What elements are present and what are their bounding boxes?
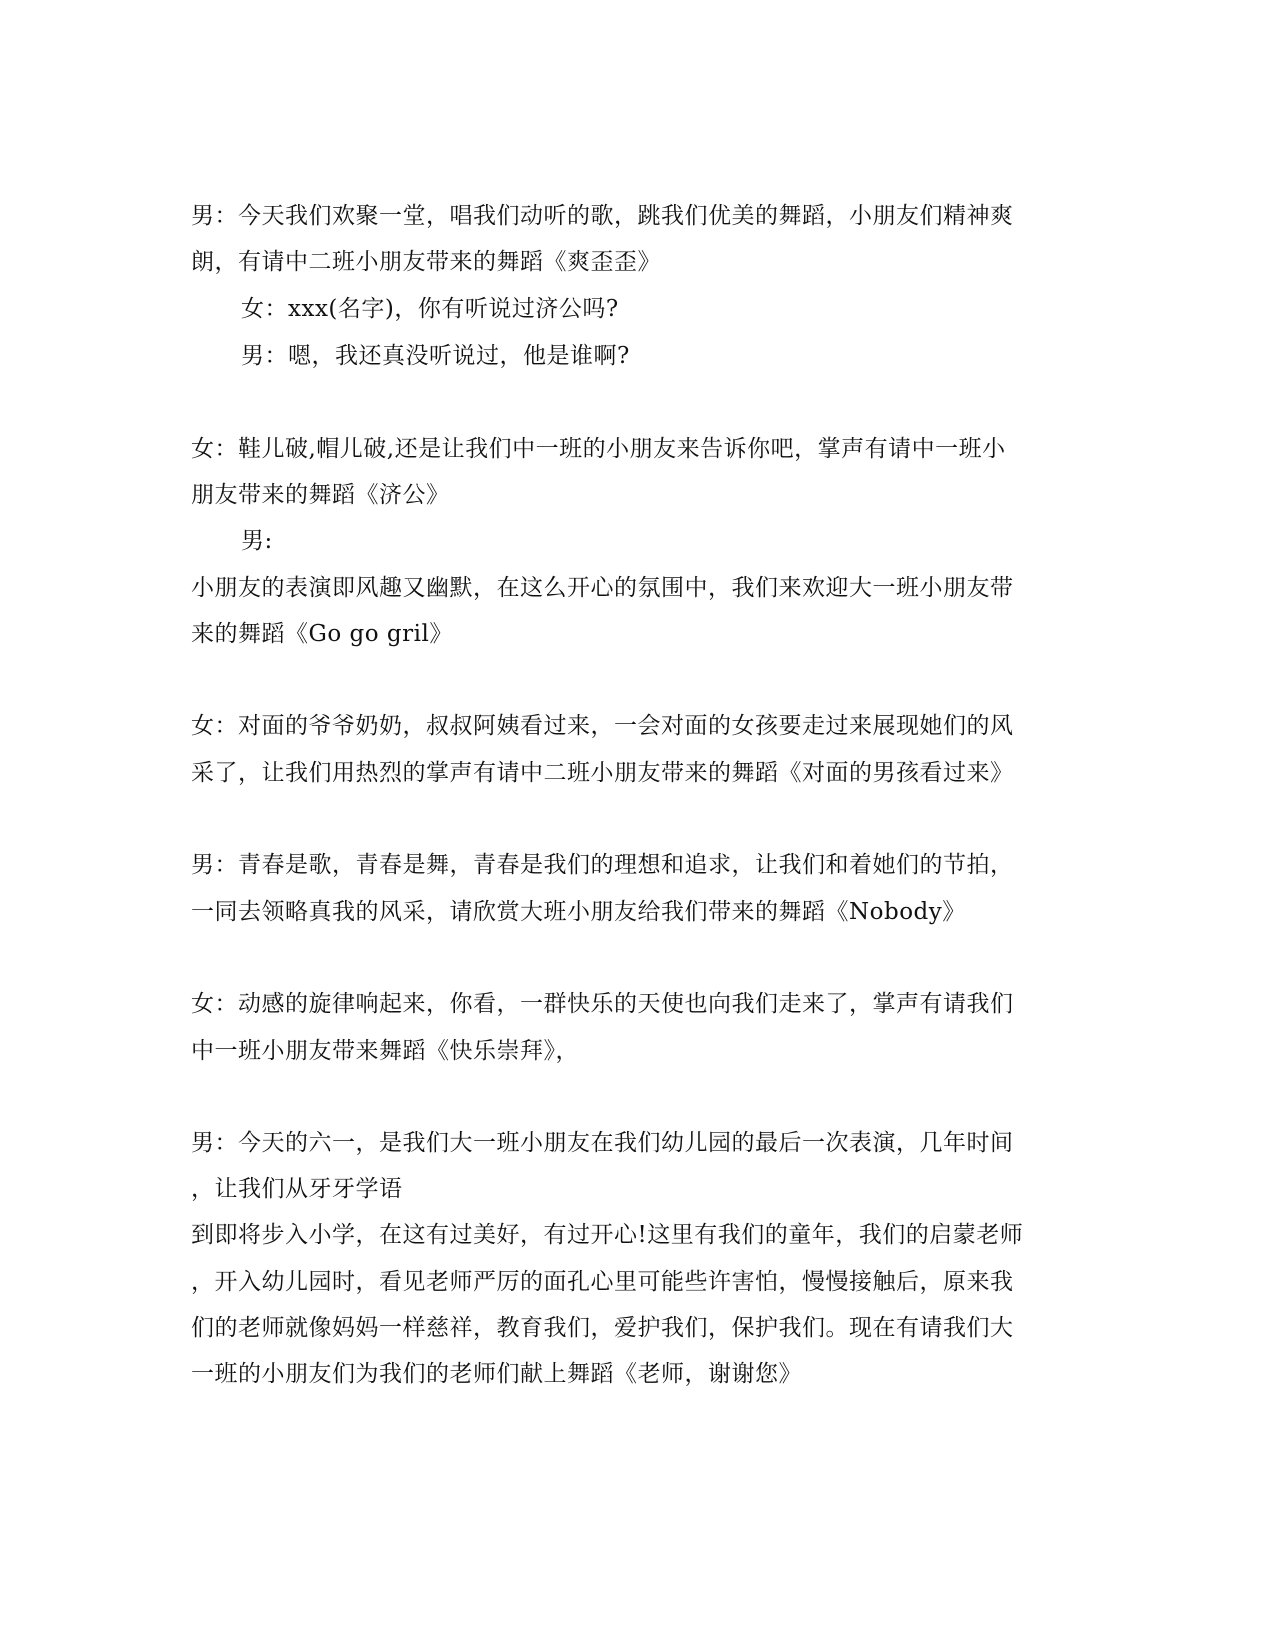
text-line: 男: [241, 528, 273, 554]
text-line: 朗，有请中二班小朋友带来的舞蹈《爽歪歪》 [191, 249, 661, 275]
text-line: 来的舞蹈《Go go gril》 [191, 621, 453, 647]
text-line: ，开入幼儿园时，看见老师严厉的面孔心里可能些许害怕，慢慢接触后，原来我 [191, 1269, 1014, 1295]
text-line: 女：鞋儿破,帽儿破,还是让我们中一班的小朋友来告诉你吧，掌声有请中一班小 [191, 436, 1006, 462]
text-line: 男：嗯，我还真没听说过，他是谁啊? [241, 343, 630, 369]
text-line: 采了，让我们用热烈的掌声有请中二班小朋友带来的舞蹈《对面的男孩看过来》 [191, 760, 1014, 786]
text-line: 女：动感的旋律响起来，你看，一群快乐的天使也向我们走来了，掌声有请我们 [191, 991, 1014, 1017]
text-line: 男：青春是歌，青春是舞，青春是我们的理想和追求，让我们和着她们的节拍， [191, 852, 1014, 878]
text-line: 男：今天的六一，是我们大一班小朋友在我们幼儿园的最后一次表演，几年时间 [191, 1130, 1014, 1156]
text-line: 朋友带来的舞蹈《济公》 [191, 482, 450, 508]
text-line: 到即将步入小学，在这有过美好，有过开心!这里有我们的童年，我们的启蒙老师 [191, 1222, 1024, 1248]
text-line: 们的老师就像妈妈一样慈祥，教育我们，爱护我们，保护我们。现在有请我们大 [191, 1315, 1014, 1341]
text-line: 小朋友的表演即风趣又幽默，在这么开心的氛围中，我们来欢迎大一班小朋友带 [191, 575, 1014, 601]
text-line: 中一班小朋友带来舞蹈《快乐崇拜》， [191, 1038, 579, 1064]
text-line: ，让我们从牙牙学语 [191, 1176, 403, 1202]
text-line: 男：今天我们欢聚一堂，唱我们动听的歌，跳我们优美的舞蹈，小朋友们精神爽 [191, 203, 1014, 229]
text-line: 女：xxx(名字)，你有听说过济公吗? [241, 296, 619, 322]
text-line: 一班的小朋友们为我们的老师们献上舞蹈《老师，谢谢您》 [191, 1361, 802, 1387]
text-line: 女：对面的爷爷奶奶，叔叔阿姨看过来，一会对面的女孩要走过来展现她们的风 [191, 713, 1014, 739]
text-line: 一同去领略真我的风采，请欣赏大班小朋友给我们带来的舞蹈《Nobody》 [191, 899, 966, 925]
